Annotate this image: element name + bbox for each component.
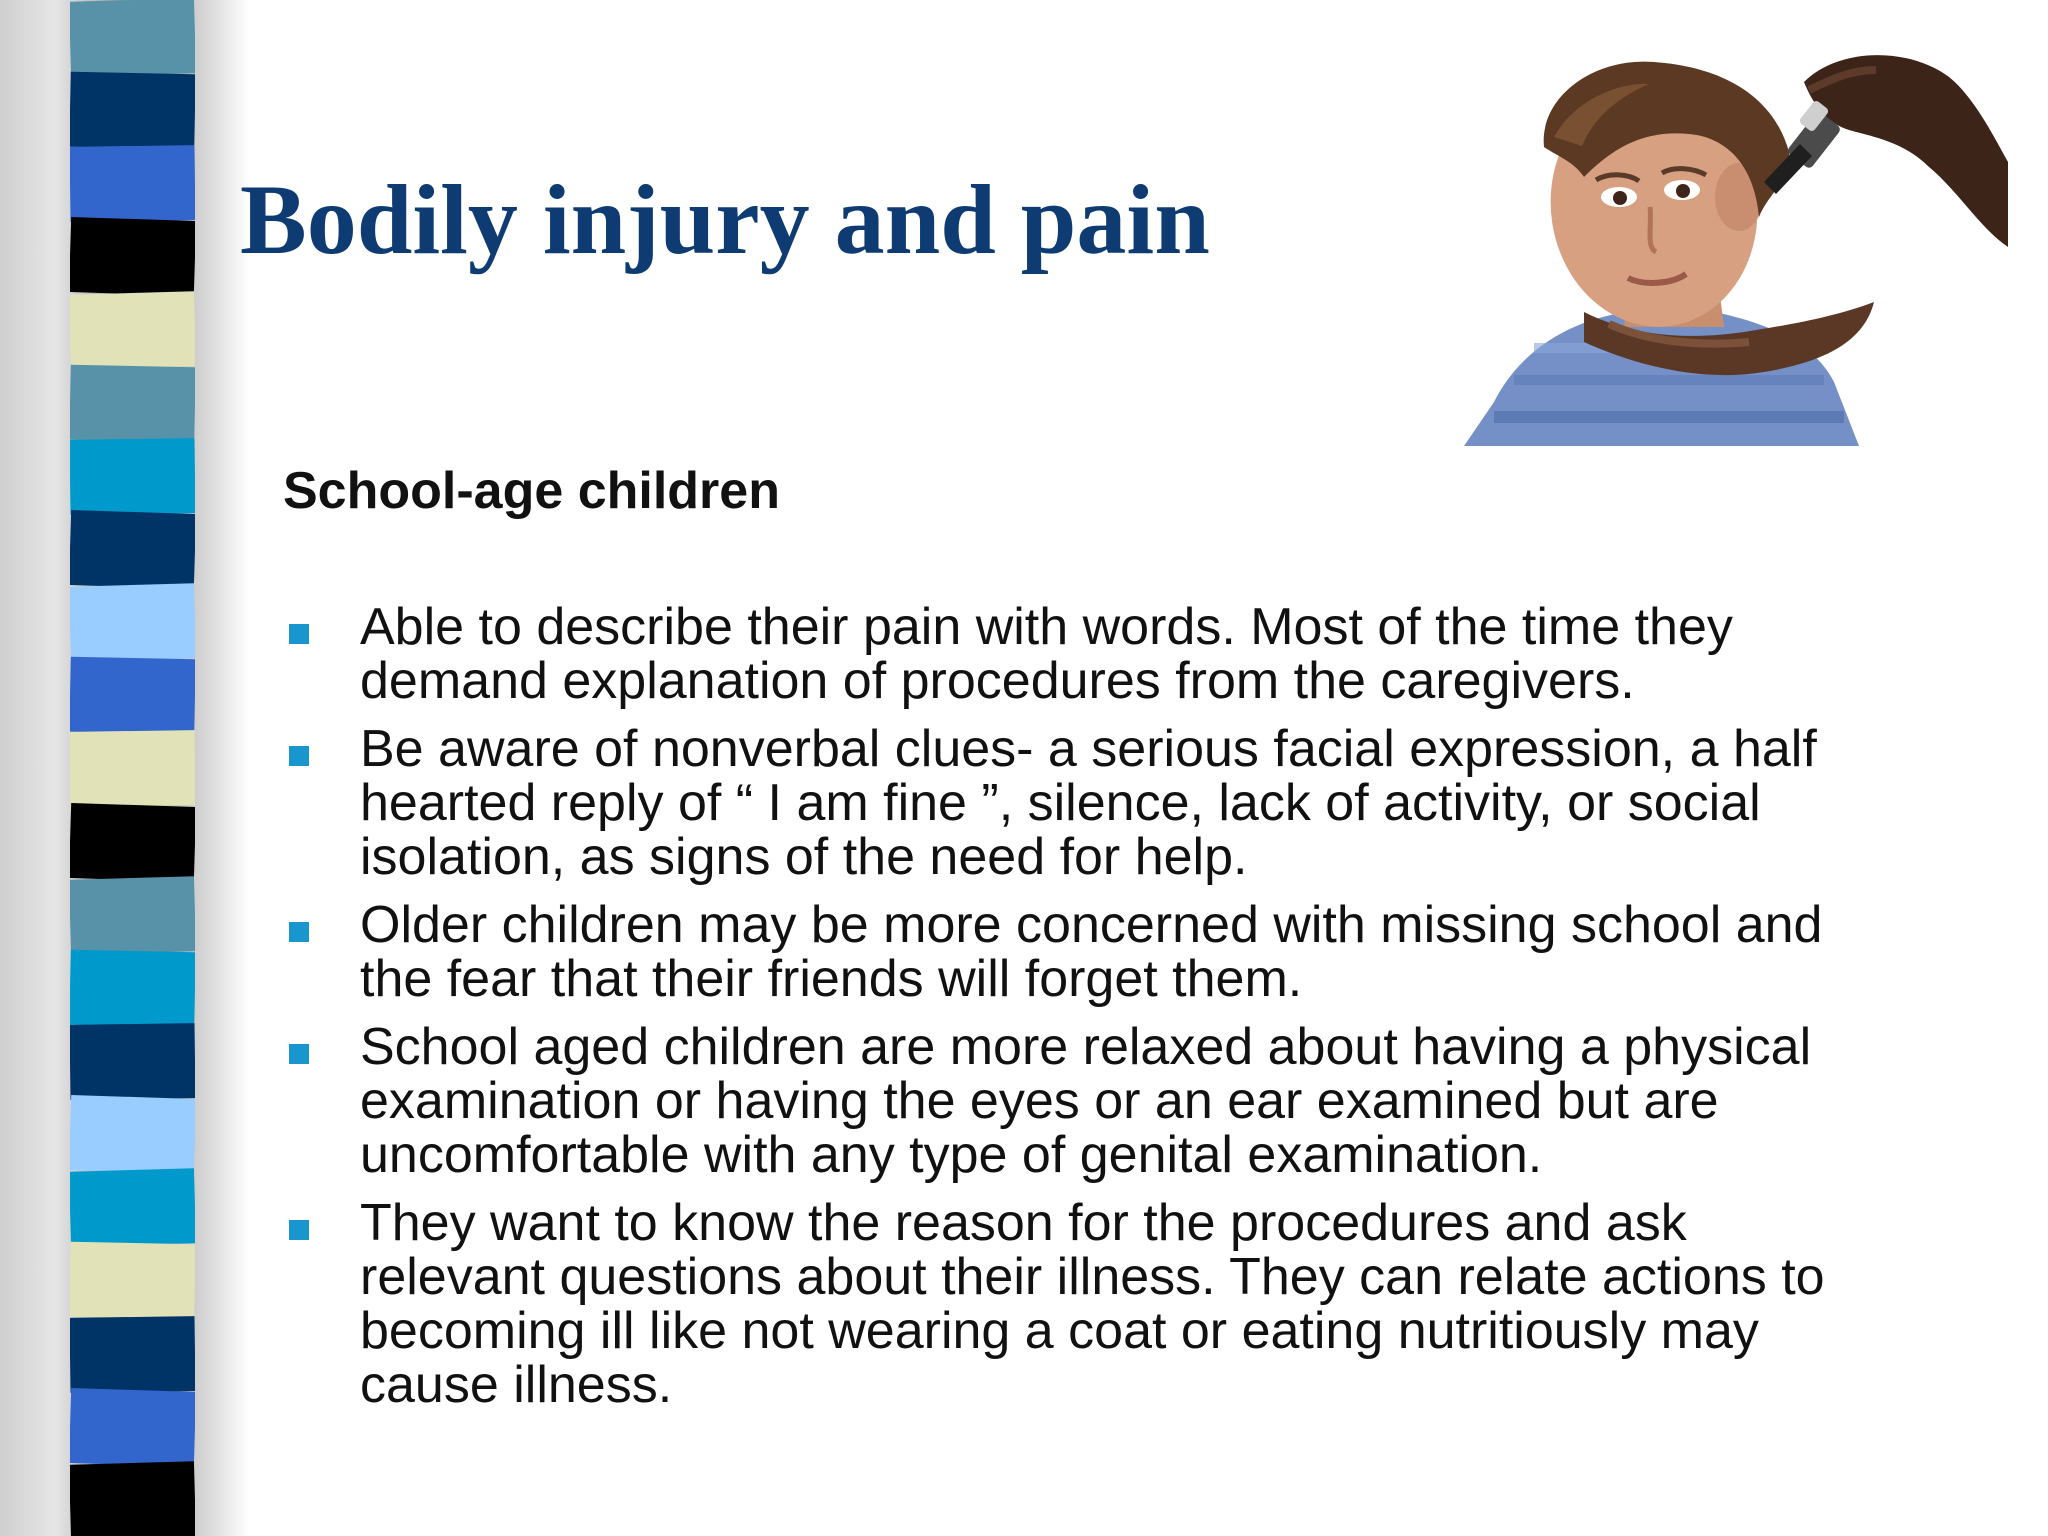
square-bullet-icon <box>289 746 309 766</box>
bullet-item <box>283 1196 2003 1412</box>
decorative-stripe <box>70 72 195 150</box>
bullet-item <box>283 1020 2003 1182</box>
square-bullet-icon <box>289 922 309 942</box>
decorative-stripe <box>70 1169 195 1248</box>
decorative-stripe <box>70 950 195 1028</box>
decorative-stripe <box>70 731 195 808</box>
bullet-text: Be aware of nonverbal clues- a serious facial expression, a half hearted reply of “ I am fine ”, silence, lack of activity, or social isolation, as signs of the need for help. <box>360 720 1817 886</box>
decorative-stripe <box>70 145 195 222</box>
child-ear-exam-photo <box>1404 42 2008 446</box>
bullet-text: School aged children are more relaxed about having a physical examination or having the eyes or an ear examined but are uncomfortable with any type of genital examination. <box>360 1018 1812 1184</box>
decorative-stripe <box>70 657 195 735</box>
decorative-stripe <box>70 217 195 296</box>
decorative-stripe <box>70 876 195 955</box>
decorative-stripe <box>70 1388 195 1467</box>
square-bullet-icon <box>289 1044 309 1064</box>
decorative-stripe <box>70 1316 195 1393</box>
bullet-text: They want to know the reason for the procedures and ask relevant questions about their illness. They can relate actions to becoming ill like not wearing a coat or eating nutritiously may cause illness. <box>360 1194 1825 1414</box>
right-pupil <box>1676 184 1690 198</box>
bullet-item <box>283 600 2003 708</box>
decorative-stripe <box>70 0 195 77</box>
slide-title: Bodily injury and pain <box>240 164 1210 275</box>
bullet-text: Able to describe their pain with words. Most of the time they demand explanation of procedures from the caregivers. <box>360 598 1733 710</box>
decorative-stripe <box>70 1023 195 1100</box>
decorative-stripe <box>70 291 195 370</box>
decorative-stripe <box>70 803 195 882</box>
child-ear-exam-illustration <box>1404 42 2008 446</box>
decorative-stripe <box>70 1461 195 1536</box>
decorative-stripe <box>70 583 195 662</box>
bullet-item <box>283 898 2003 1006</box>
bullet-list <box>283 600 2003 1426</box>
bullet-item <box>283 722 2003 884</box>
decorative-stripe <box>70 510 195 589</box>
left-decorative-stripe-bar <box>70 0 195 1536</box>
decorative-stripe <box>70 364 195 442</box>
slide-subtitle: School-age children <box>283 462 780 520</box>
left-pupil <box>1613 191 1627 205</box>
decorative-stripe <box>70 1242 195 1320</box>
bullet-text: Older children may be more concerned with missing school and the fear that their friends will forget them. <box>360 896 1823 1008</box>
square-bullet-icon <box>289 624 309 644</box>
decorative-stripe <box>70 438 195 515</box>
square-bullet-icon <box>289 1220 309 1240</box>
decorative-stripe <box>70 1095 195 1174</box>
